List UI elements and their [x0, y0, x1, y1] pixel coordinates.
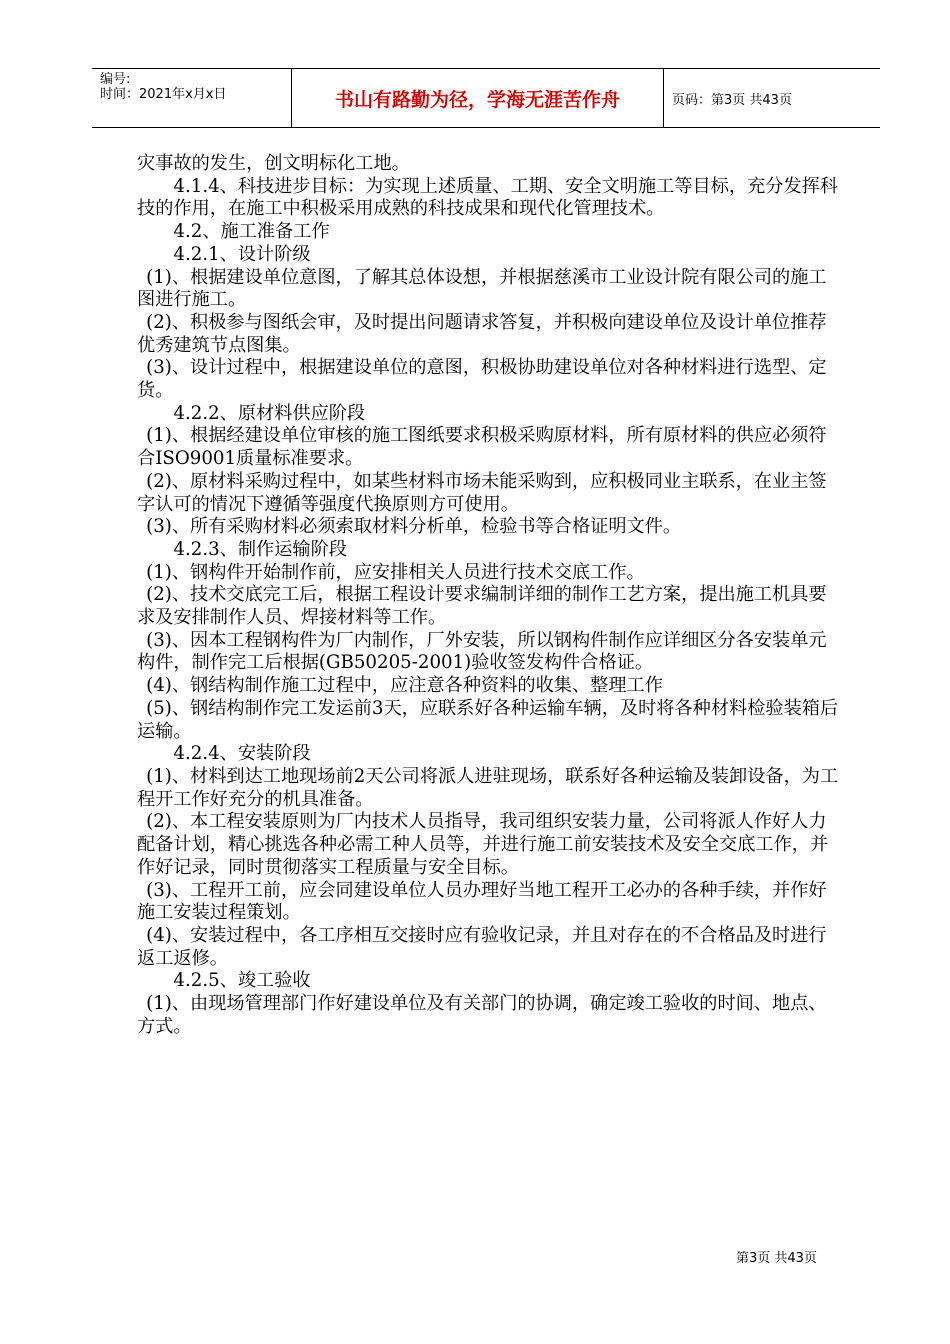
paragraph: (3)、所有采购材料必须索取材料分析单，检验书等合格证明文件。 [146, 516, 682, 538]
time-label: 时间：2021年x月x日 [100, 87, 227, 102]
paragraph: (3)、因本工程钢构件为厂内制作，厂外安装，所以钢构件制作应详细区分各安装单元构件，制作完工后根据(GB50205-2001)验收签发构件合格证。 [137, 629, 827, 674]
paragraph: (1)、由现场管理部门作好建设单位及有关部门的协调，确定竣工验收的时间、地点、方式。 [137, 993, 827, 1037]
paragraph: 4.2.4、安装阶段 [173, 743, 311, 765]
paragraph: (1)、材料到达工地现场前2天公司将派人进驻现场，联系好各种运输及装卸设备，为工程开工作好充分的机具准备。 [137, 765, 839, 810]
paragraph: (1)、根据经建设单位审核的施工图纸要求积极采购原材料，所有原材料的供应必须符合ISO9001质量标准要求。 [137, 425, 827, 470]
paragraph: 4.2.2、原材料供应阶段 [173, 402, 366, 424]
paragraph: (1)、钢构件开始制作前，应安排相关人员进行技术交底工作。 [146, 561, 645, 583]
paragraph: (2)、原材料采购过程中，如某些材料市场未能采购到，应积极同业主联系，在业主签字认可的情况下遵循等强度代换原则方可使用。 [137, 470, 827, 515]
paragraph: 4.2、施工准备工作 [173, 221, 330, 243]
code-label: 编号: [100, 72, 131, 87]
paragraph: (2)、本工程安装原则为厂内技术人员指导，我司组织安装力量，公司将派人作好人力配备计划，精心挑选各种必需工种人员等，并进行施工前安装技术及安全交底工作，并作好记录，同时贯彻落实工程质量与安全目标。 [137, 811, 829, 878]
paragraph: (5)、钢结构制作完工发运前3天，应联系好各种运输车辆，及时将各种材料检验装箱后运输。 [137, 697, 839, 742]
paragraph: (2)、积极参与图纸会审，及时提出问题请求答复，并积极向建设单位及设计单位推荐优秀建筑节点图集。 [137, 311, 827, 356]
paragraph: (2)、技术交底完工后，根据工程设计要求编制详细的制作工艺方案，提出施工机具要求及安排制作人员、焊接材料等工作。 [137, 584, 827, 629]
paragraph: 4.2.3、制作运输阶段 [173, 538, 347, 560]
paragraph: (1)、根据建设单位意图，了解其总体设想，并根据慈溪市工业设计院有限公司的施工图进行施工。 [137, 266, 827, 311]
paragraph: (3)、设计过程中，根据建设单位的意图，积极协助建设单位对各种材料进行选型、定货。 [137, 357, 827, 402]
header-motto: 书山有路勤为径，学海无涯苦作舟 [292, 69, 664, 127]
paragraph: (4)、安装过程中，各工序相互交接时应有验收记录，并且对存在的不合格品及时进行返工返修。 [137, 924, 827, 969]
paragraph: 灾事故的发生，创文明标化工地。 [137, 153, 410, 174]
paragraph: (3)、工程开工前，应会同建设单位人员办理好当地工程开工必办的各种手续，并作好施工安装过程策划。 [137, 879, 827, 924]
page-footer: 第3页 共43页 [736, 1251, 817, 1266]
header-meta [92, 69, 292, 127]
page-header [92, 68, 880, 128]
paragraph: 4.2.5、竣工验收 [173, 970, 311, 992]
paragraph: 4.2.1、设计阶级 [173, 243, 311, 265]
header-page-info: 页码：第3页 共43页 [672, 92, 792, 108]
paragraph: 4.1.4、科技进步目标：为实现上述质量、工期、安全文明施工等目标，充分发挥科技的作用，在施工中积极采用成熟的科技成果和现代化管理技术。 [137, 175, 839, 220]
document-body [137, 153, 839, 1038]
paragraph: (4)、钢结构制作施工过程中，应注意各种资料的收集、整理工作 [146, 675, 663, 697]
